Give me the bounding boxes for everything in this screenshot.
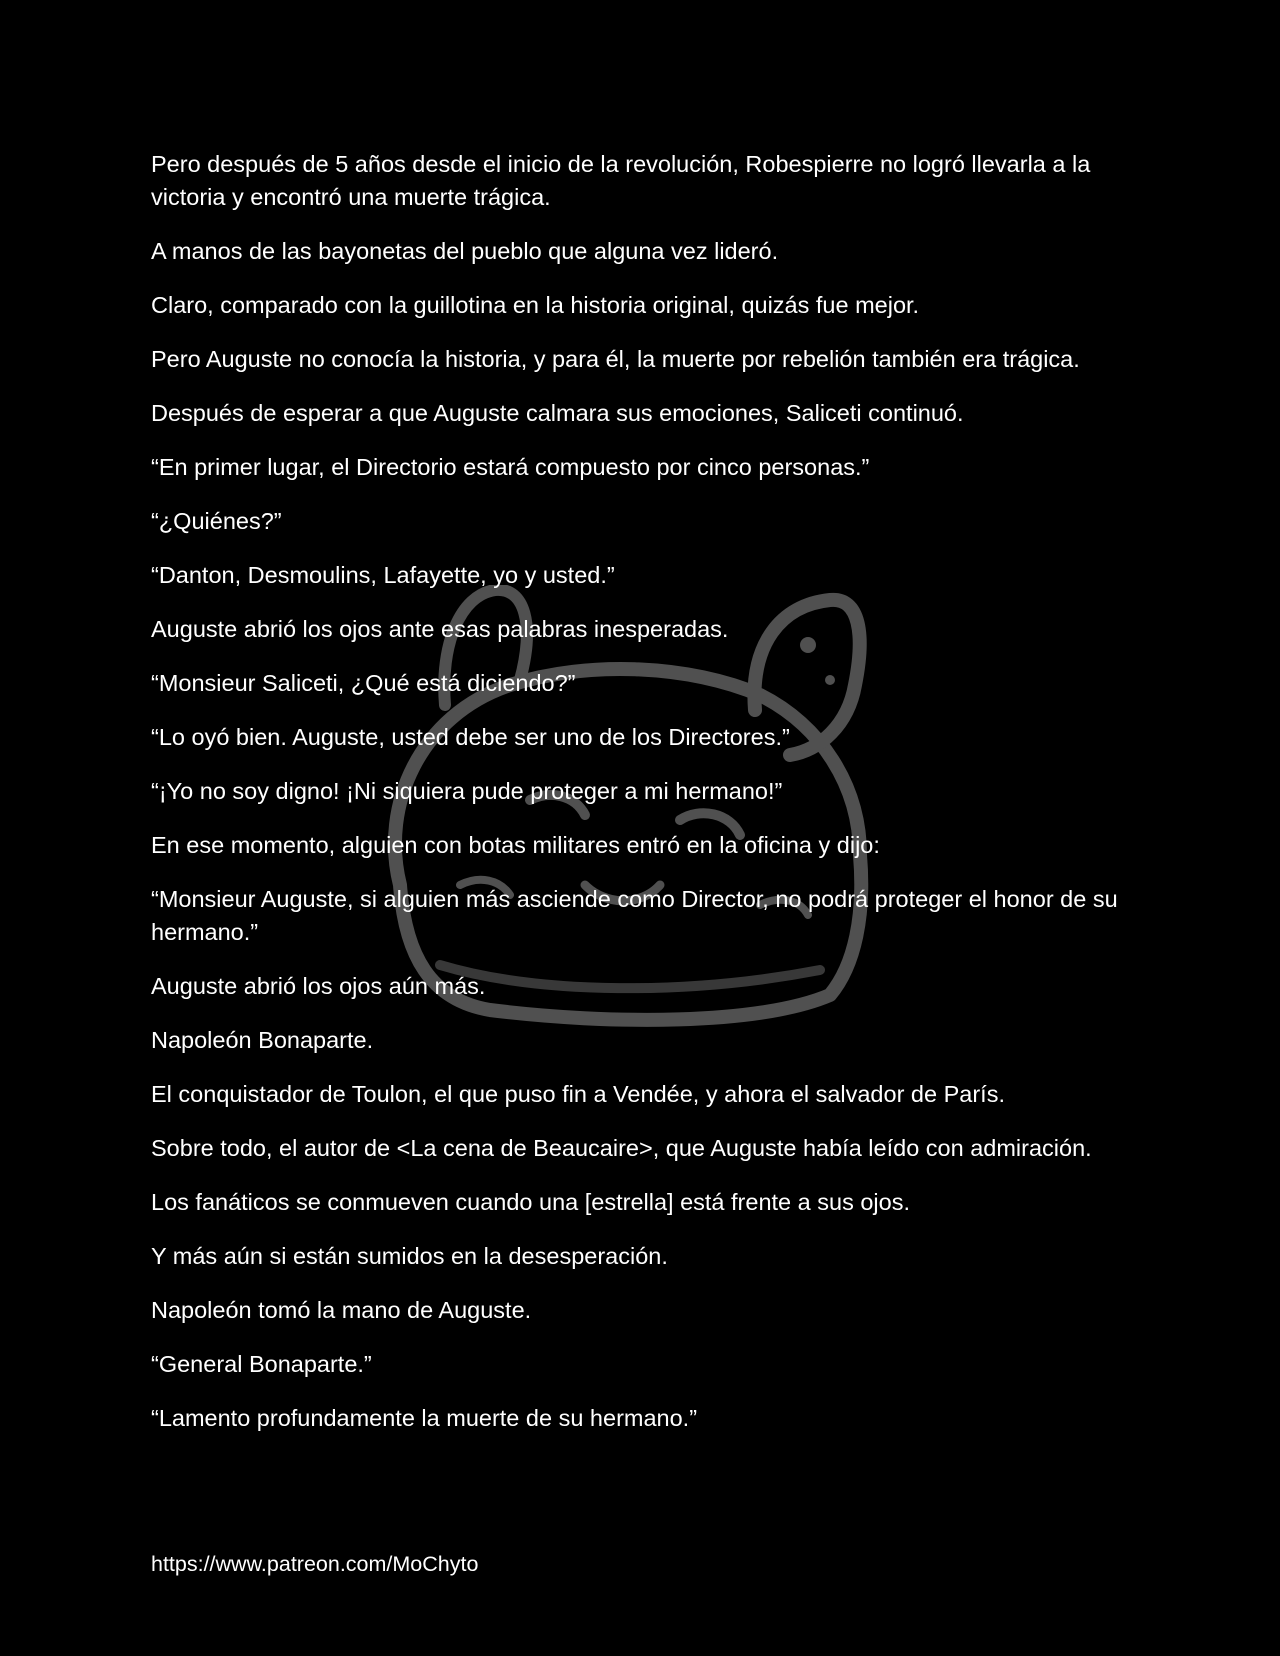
paragraph: Y más aún si están sumidos en la desesperación. (151, 1243, 668, 1269)
paragraph: A manos de las bayonetas del pueblo que alguna vez lideró. (151, 238, 779, 264)
paragraph: “¿Quiénes?” (151, 508, 282, 534)
paragraph: En ese momento, alguien con botas militares entró en la oficina y dijo: (151, 832, 880, 858)
paragraph: “Lamento profundamente la muerte de su hermano.” (151, 1405, 698, 1431)
paragraph: Pero Auguste no conocía la historia, y para él, la muerte por rebelión también era trágica. (151, 346, 1080, 372)
paragraph: “Danton, Desmoulins, Lafayette, yo y usted.” (151, 562, 615, 588)
paragraph: “¡Yo no soy digno! ¡Ni siquiera pude proteger a mi hermano!” (151, 778, 783, 804)
paragraph: Auguste abrió los ojos aún más. (151, 973, 486, 999)
paragraph: “General Bonaparte.” (151, 1351, 372, 1377)
paragraph: Sobre todo, el autor de <La cena de Beaucaire>, que Auguste había leído con admiración. (151, 1135, 1092, 1161)
patreon-link[interactable]: https://www.patreon.com/MoChyto (151, 1552, 479, 1576)
paragraph: “En primer lugar, el Directorio estará compuesto por cinco personas.” (151, 454, 870, 480)
paragraph: El conquistador de Toulon, el que puso fin a Vendée, y ahora el salvador de París. (151, 1081, 1005, 1107)
paragraph: “Monsieur Saliceti, ¿Qué está diciendo?” (151, 670, 576, 696)
paragraph: Napoleón tomó la mano de Auguste. (151, 1297, 532, 1323)
paragraph: Después de esperar a que Auguste calmara sus emociones, Saliceti continuó. (151, 400, 964, 426)
paragraph: “Monsieur Auguste, si alguien más asciende como Director, no podrá proteger el honor de su hermano.” (151, 886, 1118, 945)
paragraph: Los fanáticos se conmueven cuando una [estrella] está frente a sus ojos. (151, 1189, 910, 1215)
paragraph: Claro, comparado con la guillotina en la historia original, quizás fue mejor. (151, 292, 920, 318)
paragraph: Pero después de 5 años desde el inicio de la revolución, Robespierre no logró llevarla a la victoria y encontró una muerte trágica. (151, 151, 1091, 210)
paragraph: Napoleón Bonaparte. (151, 1027, 374, 1053)
document-body (151, 148, 1141, 1456)
paragraph: Auguste abrió los ojos ante esas palabras inesperadas. (151, 616, 729, 642)
paragraph: “Lo oyó bien. Auguste, usted debe ser uno de los Directores.” (151, 724, 790, 750)
